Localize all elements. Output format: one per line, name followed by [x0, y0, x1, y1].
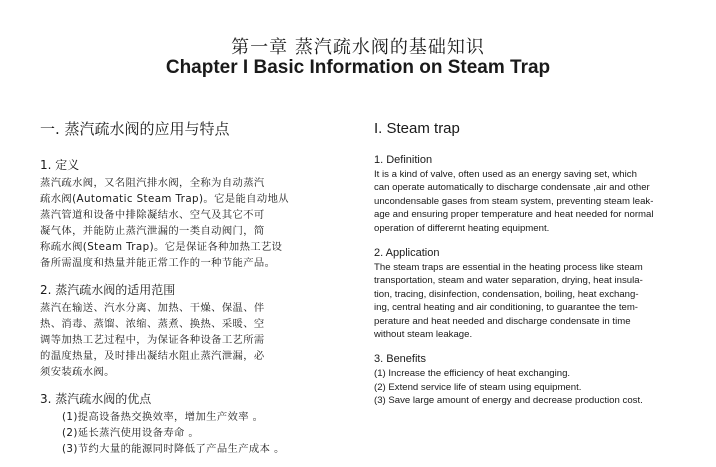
benefit-item: (3)节约大量的能源同时降低了产品生产成本 。 [62, 443, 285, 455]
definition-paragraph-english [374, 168, 702, 235]
text-line: can operate automatically to discharge condensate ,air and other [374, 182, 650, 194]
benefits-heading-chinese: 3. 蒸汽疏水阀的优点 [40, 392, 152, 406]
chinese-column [40, 118, 340, 467]
text-line: The steam traps are essential in the heating process like steam [374, 262, 643, 274]
application-block-chinese [40, 281, 340, 380]
definition-block-chinese [40, 156, 340, 271]
benefit-item: (1) Increase the efficiency of heat exchanging. [374, 368, 571, 380]
text-line: 称疏水阀(Steam Trap)。它是保证各种加热工艺设 [40, 241, 283, 253]
application-paragraph-english [374, 261, 702, 341]
definition-paragraph-chinese [40, 175, 340, 271]
text-line: age and ensuring proper temperature and heat needed for normal [374, 209, 654, 221]
text-line: 热、消毒、蒸馏、浓缩、蒸煮、换热、采暖、空 [40, 318, 265, 330]
text-line: 蒸汽管道和设备中排除凝结水、空气及其它不可 [40, 209, 265, 221]
text-line: 备所需温度和热量并能正常工作的一种节能产品。 [40, 257, 276, 269]
text-line: It is a kind of valve, often used as an energy saving set, which [374, 169, 637, 180]
section-title-chinese: 一. 蒸汽疏水阀的应用与特点 [40, 120, 230, 138]
definition-heading-chinese: 1. 定义 [40, 158, 80, 172]
text-line: 须安装疏水阀。 [40, 366, 115, 378]
benefits-heading-english: 3. Benefits [374, 353, 426, 366]
text-line: operation of differernt heating equipment. [374, 222, 550, 234]
text-line: tion, tracing, disinfection, condensation, boiling, heat exchang- [374, 288, 639, 300]
application-heading-chinese: 2. 蒸汽疏水阀的适用范围 [40, 283, 176, 297]
english-column [374, 120, 702, 420]
chapter-title-english: Chapter I Basic Information on Steam Trap [165, 57, 551, 78]
benefit-item: (2) Extend service life of steam using equipment. [374, 381, 582, 393]
text-line: 的温度热量，及时排出凝结水阻止蒸汽泄漏，必 [40, 350, 265, 362]
text-line: 疏水阀(Automatic Steam Trap)。它是能自动地从 [40, 193, 289, 205]
definition-block-english [374, 154, 702, 235]
text-line: transportation, steam and water separation, drying, heat insula- [374, 275, 643, 287]
chapter-title-chinese: 第一章 蒸汽疏水阀的基础知识 [231, 37, 485, 58]
definition-heading-english: 1. Definition [374, 154, 433, 166]
benefit-item: (2)延长蒸汽使用设备寿命 。 [62, 427, 200, 439]
text-line: 凝气体，并能防止蒸汽泄漏的一类自动阀门，简 [40, 225, 265, 237]
benefit-item: (1)提高设备热交换效率，增加生产效率 。 [62, 411, 264, 423]
benefits-block-chinese [40, 390, 340, 457]
benefits-block-english [374, 353, 702, 407]
benefits-list-english [374, 367, 702, 407]
application-block-english [374, 247, 702, 341]
text-line: 蒸汽在输送、汽水分离、加热、干燥、保温、伴 [40, 302, 265, 314]
application-heading-english: 2. Application [374, 247, 440, 260]
text-line: 蒸汽疏水阀，又名阻汽排水阀，全称为自动蒸汽 [40, 177, 265, 189]
text-line: 调等加热工艺过程中，为保证各种设备工艺所需 [40, 334, 265, 346]
benefit-item: (3) Save large amount of energy and decrease production cost. [374, 395, 643, 407]
text-line: perature and heat needed and discharge condensate in time [374, 315, 631, 327]
text-line: ing, central heating and air conditioning, to guarantee the tem- [374, 302, 639, 314]
text-line: without steam leakage. [374, 329, 473, 341]
application-paragraph-chinese [40, 300, 340, 380]
text-line: uncondensable gases from steam system, preventing steam leak- [374, 195, 654, 207]
section-title-english: I. Steam trap [374, 120, 460, 137]
